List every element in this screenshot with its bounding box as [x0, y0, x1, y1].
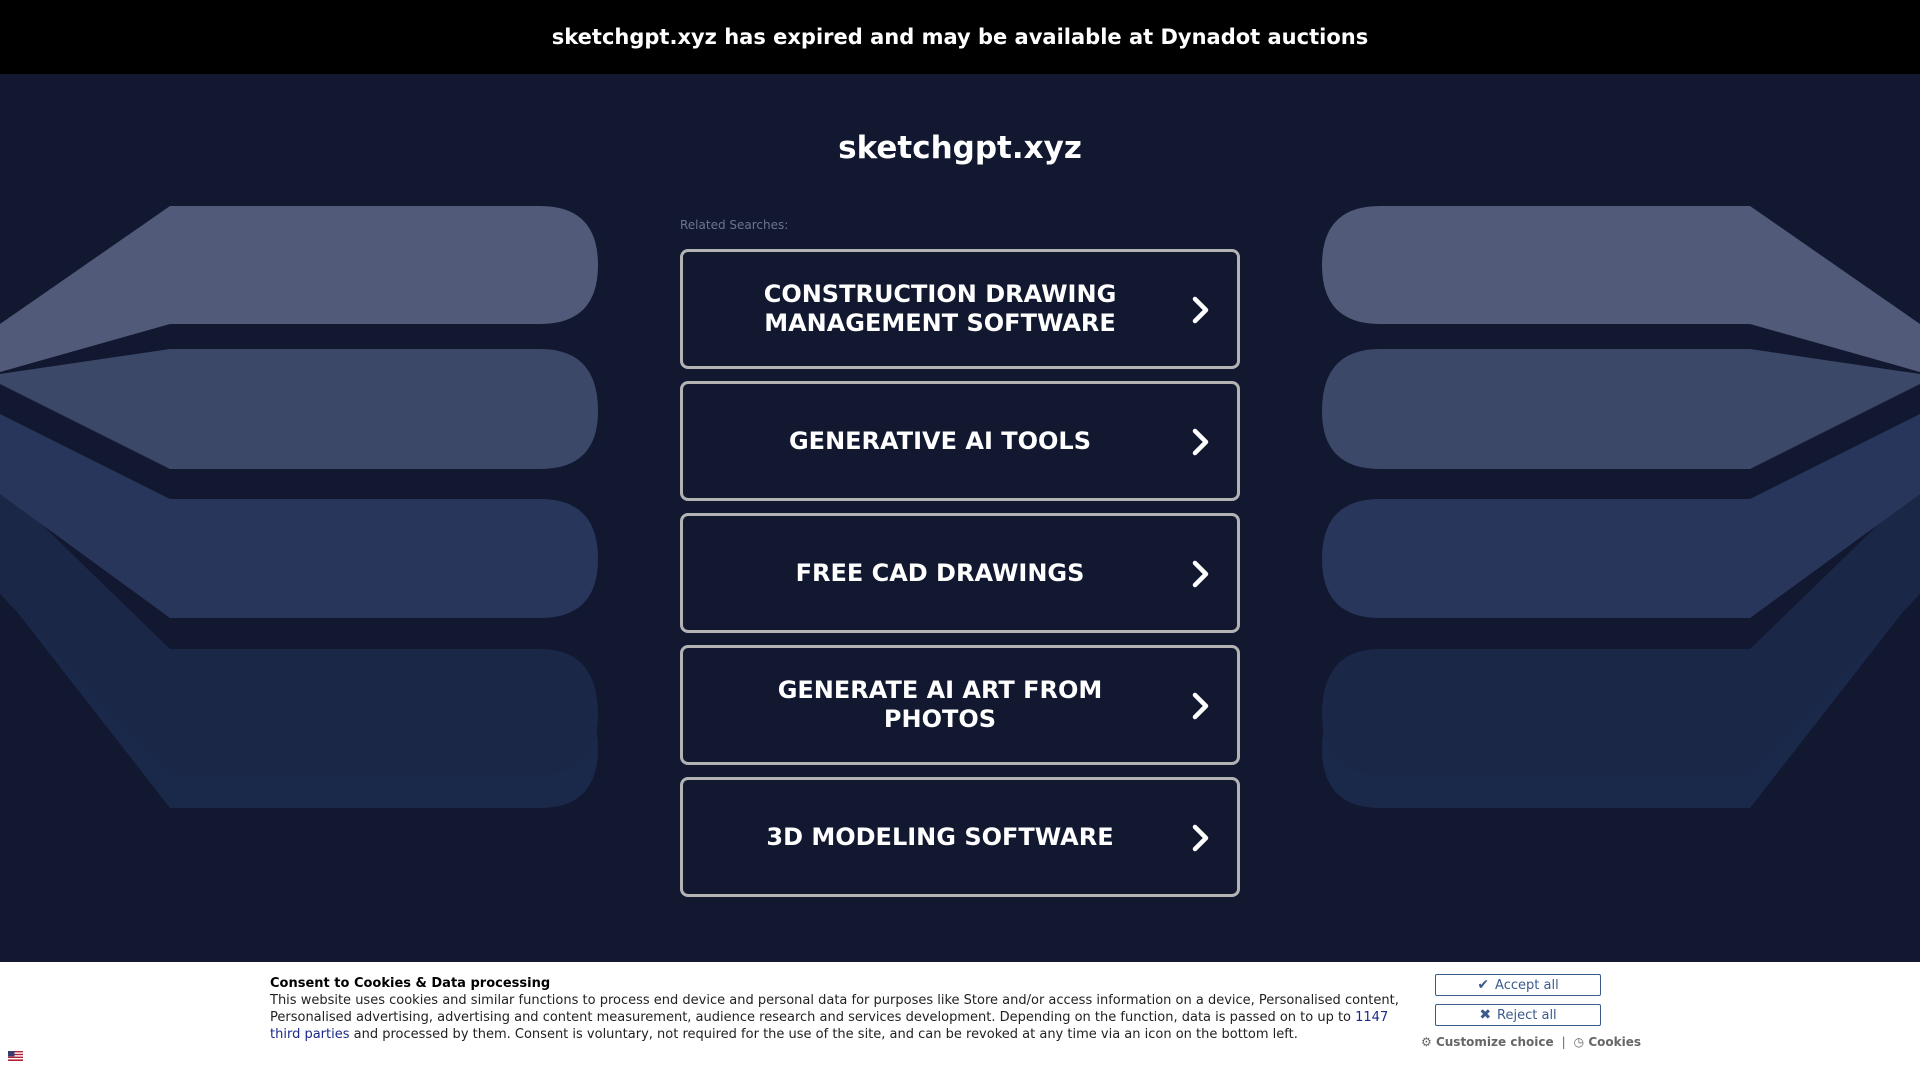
chevron-right-icon	[1191, 560, 1211, 588]
search-link-label: GENERATIVE AI TOOLS	[788, 426, 1091, 455]
expired-banner-text: sketchgpt.xyz has expired and may be available at Dynadot auctions	[551, 25, 1369, 49]
site-title: sketchgpt.xyz	[838, 130, 1082, 166]
right-decoration	[1322, 206, 1920, 808]
search-link-label: GENERATE AI ART FROM PHOTOS	[777, 676, 1103, 733]
chevron-right-icon	[1191, 692, 1211, 720]
search-link-generate-ai-art[interactable]	[680, 645, 1240, 765]
search-link-generative-ai-tools[interactable]	[680, 381, 1240, 501]
search-link-construction-drawing[interactable]	[680, 249, 1240, 369]
search-link-label: FREE CAD DRAWINGS	[795, 558, 1085, 587]
link-separator: |	[1561, 1035, 1566, 1049]
close-icon: ✖	[1479, 1007, 1492, 1023]
reject-all-label: Reject all	[1497, 1007, 1557, 1023]
search-link-label: 3D MODELING SOFTWARE	[766, 822, 1114, 851]
chevron-right-icon	[1191, 824, 1211, 852]
consent-title: Consent to Cookies & Data processing	[270, 976, 551, 991]
reject-all-button[interactable]	[1435, 1004, 1601, 1026]
customize-choice-link[interactable]	[1421, 1035, 1554, 1049]
left-decoration	[0, 206, 598, 808]
cookies-label: Cookies	[1588, 1035, 1641, 1049]
cookies-link[interactable]	[1574, 1035, 1641, 1049]
chevron-right-icon	[1191, 428, 1211, 456]
chevron-right-icon	[1191, 296, 1211, 324]
cookie-icon: ◷	[1573, 1035, 1585, 1049]
consent-links	[1421, 1035, 1641, 1049]
search-link-free-cad-drawings[interactable]	[680, 513, 1240, 633]
cookie-consent-panel	[0, 962, 1920, 1080]
customize-choice-label: Customize choice	[1435, 1035, 1554, 1049]
related-searches-label: Related Searches:	[680, 218, 789, 232]
consent-description	[270, 992, 1402, 1043]
third-parties-link[interactable]: 1147 third parties	[270, 1010, 1389, 1042]
search-link-label: CONSTRUCTION DRAWING MANAGEMENT SOFTWARE	[763, 280, 1117, 337]
language-flag-icon[interactable]	[8, 1051, 23, 1061]
accept-all-button[interactable]	[1435, 974, 1601, 996]
checkmark-icon: ✔	[1477, 977, 1490, 993]
consent-text-before: This website uses cookies and similar functions to process end device and personal data for purposes like Store and/or access information on a device, Personalised content, Personalised advertising, advertising and content measurement, audience research and services development. Depending on the function, data is passed on to up to	[270, 993, 1399, 1025]
search-link-3d-modeling[interactable]	[680, 777, 1240, 897]
expired-banner	[0, 0, 1920, 74]
accept-all-label: Accept all	[1495, 977, 1559, 993]
gear-icon: ⚙	[1421, 1035, 1432, 1049]
consent-text-after: and processed by them. Consent is voluntary, not required for the use of the site, and can be revoked at any time via an icon on the bottom left.	[349, 1027, 1298, 1042]
